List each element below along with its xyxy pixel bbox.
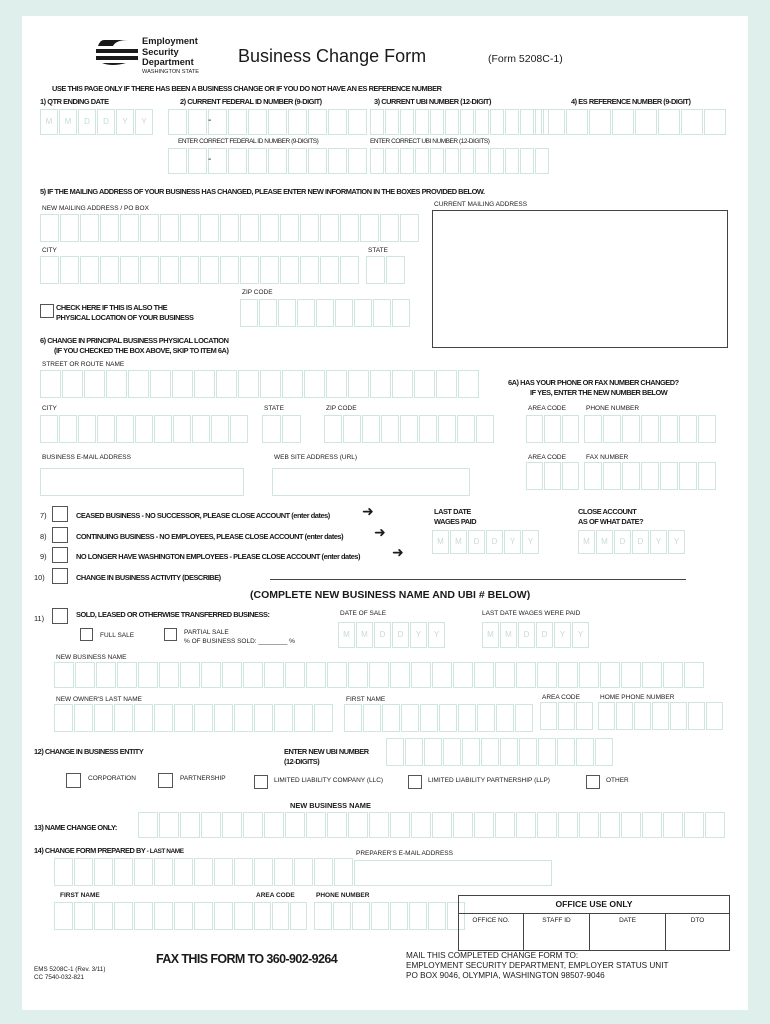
sec6-city-label: CITY <box>42 405 57 412</box>
fed-id-dash: - <box>208 115 212 126</box>
preparer-first-label: FIRST NAME <box>60 892 100 899</box>
close-date-label: CLOSE ACCOUNT AS OF WHAT DATE? <box>578 507 644 526</box>
partial-sale-label: PARTIAL SALE % OF BUSINESS SOLD: ________ % <box>184 629 295 645</box>
fax-area-boxes[interactable] <box>526 462 580 490</box>
last-wages-paid-label: LAST DATE WAGES WERE PAID <box>482 610 581 617</box>
home-phone-label: HOME PHONE NUMBER <box>600 694 675 701</box>
other-checkbox[interactable] <box>586 775 600 789</box>
website-input[interactable] <box>272 468 470 496</box>
last-wages-date-boxes[interactable]: M M D D Y Y <box>432 530 540 554</box>
fax-instruction: FAX THIS FORM TO 360-902-9264 <box>156 952 338 966</box>
arrow-right-icon: ➜ <box>392 544 404 560</box>
date-of-sale-label: DATE OF SALE <box>340 610 387 617</box>
full-sale-checkbox[interactable] <box>80 628 93 641</box>
physical-location-checkbox[interactable] <box>40 304 54 318</box>
new-ubi-boxes[interactable] <box>386 738 614 766</box>
preparer-phone-label: PHONE NUMBER <box>316 892 370 899</box>
preparer-area-boxes[interactable] <box>254 902 308 930</box>
current-mailing-box <box>432 210 728 348</box>
office-col-office: OFFICE NO. <box>472 917 510 924</box>
correct-ubi-label: ENTER CORRECT UBI NUMBER (12-DIGITS) <box>370 138 490 145</box>
sec6-heading: 6) CHANGE IN PRINCIPAL BUSINESS PHYSICAL LOCATION (IF YOU CHECKED THE BOX ABOVE, SKIP TO ITEM 6A) <box>40 336 229 355</box>
esd-logo-icon <box>94 37 142 67</box>
phone-area-label: AREA CODE <box>528 405 566 412</box>
item10-number: 10) <box>34 573 45 582</box>
logo-text: Employment Security Department <box>142 36 198 68</box>
preparer-email-input[interactable] <box>354 860 552 886</box>
full-sale-label: FULL SALE <box>100 632 135 639</box>
corporation-label: CORPORATION <box>88 775 136 782</box>
fed-id-boxes[interactable] <box>168 109 368 135</box>
item9-checkbox[interactable] <box>52 547 68 563</box>
preparer-phone-boxes[interactable] <box>314 902 466 930</box>
partnership-checkbox[interactable] <box>158 773 173 788</box>
office-col-staff: STAFF ID <box>542 917 571 924</box>
correct-fed-boxes[interactable] <box>168 148 368 174</box>
item10-line[interactable] <box>270 579 686 580</box>
office-col-dto: DTO <box>690 917 705 924</box>
corporation-checkbox[interactable] <box>66 773 81 788</box>
item11-number: 11) <box>34 614 45 623</box>
correct-fed-label: ENTER CORRECT FEDERAL ID NUMBER (9-DIGITS) <box>178 138 319 145</box>
new-owner-last-boxes[interactable] <box>54 704 334 732</box>
office-use-title: OFFICE USE ONLY <box>555 899 633 909</box>
q4-label: 4) ES REFERENCE NUMBER (9-DIGIT) <box>571 97 691 106</box>
preparer-email-label: PREPARER'S E-MAIL ADDRESS <box>356 850 453 857</box>
correct-ubi-boxes[interactable] <box>370 148 550 174</box>
form-number: (Form 5208C-1) <box>488 53 563 65</box>
es-reference-boxes[interactable] <box>520 109 727 135</box>
item9-label: NO LONGER HAVE WASHINGTON EMPLOYEES - PLEASE CLOSE ACCOUNT (enter dates) <box>76 552 361 561</box>
new-mailing-boxes[interactable] <box>40 214 420 242</box>
phone-number-boxes[interactable] <box>584 415 717 443</box>
arrow-right-icon: ➜ <box>374 524 386 540</box>
street-boxes[interactable] <box>40 370 480 398</box>
sold-label: SOLD, LEASED OR OTHERWISE TRANSFERRED BUSINESS: <box>76 610 270 619</box>
sec12-business-name-boxes[interactable] <box>138 812 726 838</box>
item11-checkbox[interactable] <box>52 608 68 624</box>
item10-label: CHANGE IN BUSINESS ACTIVITY (DESCRIBE) <box>76 573 221 582</box>
sec5-city-boxes[interactable] <box>40 256 360 284</box>
wages-paid-date-boxes[interactable]: M M D D Y Y <box>482 622 590 648</box>
new-mailing-label: NEW MAILING ADDRESS / PO BOX <box>42 205 149 212</box>
q1-label: 1) QTR ENDING DATE <box>40 97 109 106</box>
mail-instruction: MAIL THIS COMPLETED CHANGE FORM TO: EMPLOYMENT SECURITY DEPARTMENT, EMPLOYER STATUS UNIT PO BOX 9046, OLYMPIA, WASHINGTON 98507-9046 <box>406 951 669 980</box>
sec6-state-label: STATE <box>264 405 284 412</box>
other-label: OTHER <box>606 777 629 784</box>
new-ubi-label: ENTER NEW UBI NUMBER (12-DIGITS) <box>284 747 369 766</box>
new-owner-first-label: FIRST NAME <box>346 696 386 703</box>
item7-label: CEASED BUSINESS - NO SUCCESSOR, PLEASE CLOSE ACCOUNT (enter dates) <box>76 511 330 520</box>
phone-number-label: PHONE NUMBER <box>586 405 640 412</box>
form-page <box>22 16 748 1010</box>
llc-label: LIMITED LIABILITY COMPANY (LLC) <box>274 777 384 784</box>
sec13-heading: 13) NAME CHANGE ONLY: <box>34 823 117 832</box>
sec5-heading: 5) IF THE MAILING ADDRESS OF YOUR BUSINESS HAS CHANGED, PLEASE ENTER NEW INFORMATION IN THE BOXES PROVIDED BELOW. <box>40 187 485 196</box>
physical-location-label: CHECK HERE IF THIS IS ALSO THE PHYSICAL LOCATION OF YOUR BUSINESS <box>56 303 194 322</box>
item7-checkbox[interactable] <box>52 506 68 522</box>
sec14-heading: 14) CHANGE FORM PREPARED BY - LAST NAME <box>34 846 184 855</box>
new-owner-first-boxes[interactable] <box>344 704 534 732</box>
sec5-city-label: CITY <box>42 247 57 254</box>
close-account-date-boxes[interactable]: M M D D Y Y <box>578 530 686 554</box>
sec5-zip-label: ZIP CODE <box>242 289 273 296</box>
email-input[interactable] <box>40 468 244 496</box>
form-title: Business Change Form <box>238 46 427 66</box>
sec6-state-boxes[interactable] <box>262 415 302 443</box>
complete-banner: (COMPLETE NEW BUSINESS NAME AND UBI # BELOW) <box>250 589 531 601</box>
preparer-last-boxes[interactable] <box>54 858 354 886</box>
last-date-wages-label: LAST DATE WAGES PAID <box>434 507 477 526</box>
q6a-label: 6A) HAS YOUR PHONE OR FAX NUMBER CHANGED? IF YES, ENTER THE NEW NUMBER BELOW <box>508 378 679 397</box>
fax-number-boxes[interactable] <box>584 462 717 490</box>
form-code: EMS 5208C-1 (Rev. 3/11) CC 7540-032-821 <box>34 966 106 981</box>
sec6-zip-label: ZIP CODE <box>326 405 357 412</box>
home-phone-boxes[interactable] <box>598 702 724 730</box>
preparer-area-label: AREA CODE <box>256 892 295 899</box>
item9-number: 9) <box>40 552 47 561</box>
item8-checkbox[interactable] <box>52 527 68 543</box>
llc-checkbox[interactable] <box>254 775 268 789</box>
item10-checkbox[interactable] <box>52 568 68 584</box>
current-mailing-label: CURRENT MAILING ADDRESS <box>434 201 528 208</box>
preparer-first-boxes[interactable] <box>54 902 254 930</box>
llp-checkbox[interactable] <box>408 775 422 789</box>
arrow-right-icon: ➜ <box>362 503 374 519</box>
sec11-business-name-label: NEW BUSINESS NAME <box>56 654 127 661</box>
q3-label: 3) CURRENT UBI NUMBER (12-DIGIT) <box>374 97 491 106</box>
sec5-zip-boxes[interactable] <box>240 299 411 327</box>
fax-number-label: FAX NUMBER <box>586 454 629 461</box>
sec12-business-name-label: NEW BUSINESS NAME <box>290 801 371 810</box>
sec11-business-name-boxes[interactable] <box>54 662 705 688</box>
sec6-zip-boxes[interactable] <box>324 415 495 443</box>
sec6-city-boxes[interactable] <box>40 415 249 443</box>
sec12-heading: 12) CHANGE IN BUSINESS ENTITY <box>34 747 144 756</box>
office-col-date: DATE <box>619 917 636 924</box>
office-use-box <box>458 895 730 951</box>
partial-sale-checkbox[interactable] <box>164 628 177 641</box>
logo-state: WASHINGTON STATE <box>142 69 199 75</box>
llp-label: LIMITED LIABILITY PARTNERSHIP (LLP) <box>428 777 550 784</box>
sale-date-boxes[interactable]: M M D D Y Y <box>338 622 446 648</box>
instructions: USE THIS PAGE ONLY IF THERE HAS BEEN A BUSINESS CHANGE OR IF YOU DO NOT HAVE AN ES REFERENCE NUMBER <box>52 84 442 93</box>
item7-number: 7) <box>40 511 47 520</box>
new-owner-last-label: NEW OWNER'S LAST NAME <box>56 696 142 703</box>
website-label: WEB SITE ADDRESS (URL) <box>274 454 358 461</box>
item8-label: CONTINUING BUSINESS - NO EMPLOYEES, PLEASE CLOSE ACCOUNT (enter dates) <box>76 532 344 541</box>
phone-area-boxes[interactable] <box>526 415 580 443</box>
home-area-boxes[interactable] <box>540 702 594 730</box>
street-label: STREET OR ROUTE NAME <box>42 361 125 368</box>
item8-number: 8) <box>40 532 47 541</box>
sec5-state-boxes[interactable] <box>366 256 406 284</box>
home-area-label: AREA CODE <box>542 694 580 701</box>
sec5-state-label: STATE <box>368 247 388 254</box>
email-label: BUSINESS E-MAIL ADDRESS <box>42 454 131 461</box>
fax-area-label: AREA CODE <box>528 454 566 461</box>
partnership-label: PARTNERSHIP <box>180 775 226 782</box>
correct-fed-dash: - <box>208 154 212 165</box>
q2-label: 2) CURRENT FEDERAL ID NUMBER (9-DIGIT) <box>180 97 322 106</box>
qtr-date-boxes[interactable]: M M D D Y Y <box>40 109 154 135</box>
